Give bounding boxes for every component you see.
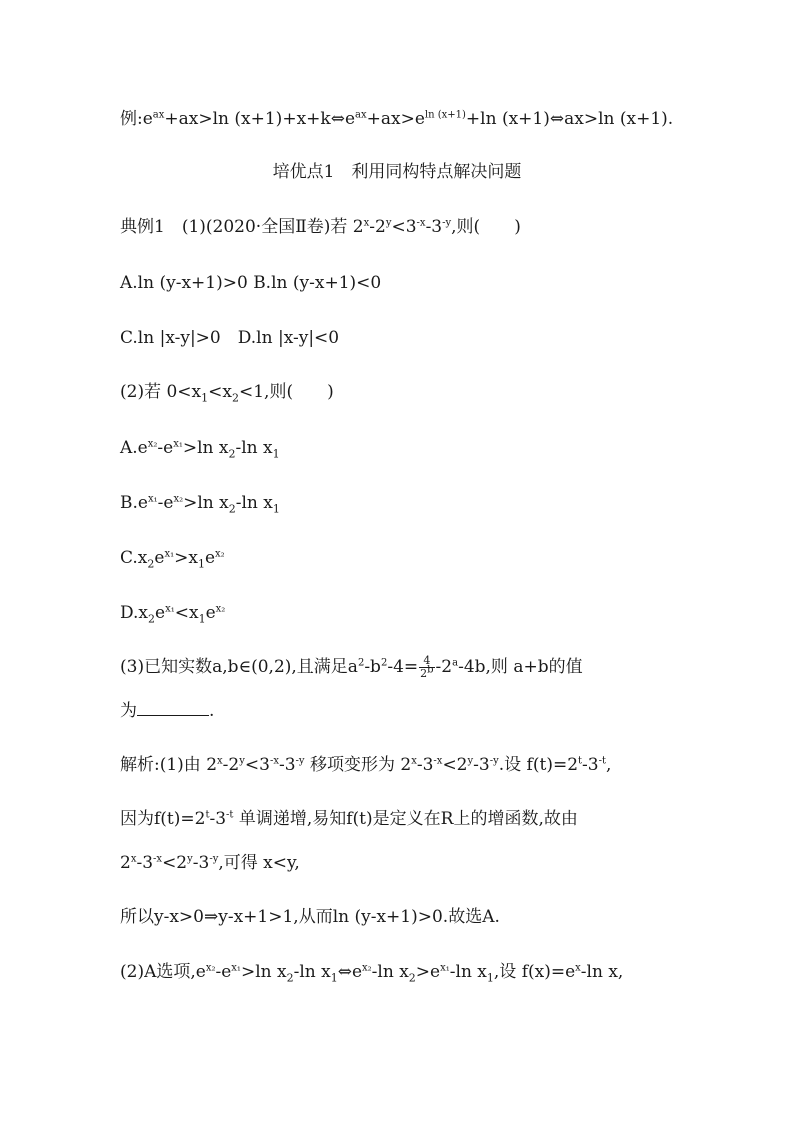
question-2-option-b [120, 492, 280, 514]
text-segment: -3 [416, 755, 434, 775]
superscript: x₂ [215, 603, 226, 615]
subscript: 1 [201, 391, 209, 405]
text-segment: . [209, 701, 215, 721]
text-segment: >ln x [240, 962, 287, 982]
denominator-base: 2 [420, 667, 428, 680]
text-segment: e [204, 548, 216, 568]
text-segment: <3 [244, 755, 270, 775]
text-segment: -ln x [449, 962, 487, 982]
question-2-option-a [120, 437, 280, 459]
superscript: -x [153, 853, 163, 865]
text-segment: (2)A选项,e [120, 962, 206, 982]
text-segment: -3 [209, 809, 227, 829]
text-segment: -3 [278, 755, 296, 775]
question-3-stem [120, 655, 583, 680]
superscript: 2 [380, 657, 388, 669]
text-segment: 移项变形为 2 [304, 755, 412, 775]
subscript: 2 [228, 502, 236, 516]
text-segment: (3)已知实数a,b∈(0,2),且满足a [120, 657, 358, 677]
section-heading: 培优点1 利用同构特点解决问题 [272, 162, 522, 182]
text-segment: .设 f(t)=2 [498, 755, 579, 775]
superscript: ln (x+1) [424, 109, 466, 121]
superscript: y [187, 853, 193, 865]
superscript: y [239, 755, 245, 767]
text-segment: -ln x [235, 438, 273, 458]
text-segment: e [155, 603, 166, 623]
text-segment: ,则( ) [451, 217, 521, 237]
text-segment: >e [415, 962, 441, 982]
solution-line-5 [120, 961, 623, 983]
superscript: -t [598, 755, 607, 767]
solution-line-4: 所以y-x>0⇒y-x+1>1,从而ln (y-x+1)>0.故选A. [120, 907, 500, 927]
text-segment: -3 [136, 853, 154, 873]
subscript: 2 [231, 391, 239, 405]
superscript: x [130, 853, 137, 865]
subscript: 1 [198, 612, 206, 626]
superscript: x₂ [215, 548, 225, 560]
text-segment: D.x [120, 603, 149, 623]
text-segment: e [205, 603, 216, 623]
text-segment: e [154, 548, 165, 568]
fraction [419, 655, 434, 680]
text-segment: 单调递增,易知f(t)是定义在R上的增函数,故由 [233, 809, 578, 829]
fraction-denominator [419, 664, 434, 680]
superscript: x₂ [147, 438, 158, 450]
text-segment: -3 [192, 853, 210, 873]
superscript: -y [209, 853, 219, 865]
text-segment: >ln x [182, 438, 229, 458]
subscript: 2 [286, 971, 294, 985]
question-3-continuation [120, 699, 214, 722]
text-segment: B.e [120, 493, 148, 513]
superscript: a [452, 657, 459, 669]
question-2-option-d [120, 602, 225, 624]
question-2-stem [120, 381, 334, 403]
question-1-stem [120, 216, 521, 238]
superscript: x [575, 962, 581, 974]
text-segment: , [606, 755, 612, 775]
text-segment: -3 [425, 217, 443, 237]
text-segment: -e [157, 438, 174, 458]
superscript: x₁ [440, 962, 450, 974]
solution-line-2 [120, 808, 578, 830]
subscript: 1 [486, 971, 494, 985]
text-segment: 例:e [120, 109, 153, 129]
subscript: 2 [228, 447, 236, 461]
subscript: 2 [147, 557, 155, 571]
text-segment: <2 [442, 755, 468, 775]
superscript: x [411, 755, 417, 767]
question-1-options-ab: A.ln (y-x+1)>0 B.ln (y-x+1)<0 [120, 273, 382, 293]
subscript: 2 [148, 612, 156, 626]
text-segment: ⇔e [337, 962, 363, 982]
text-segment: ,可得 x<y, [218, 853, 300, 873]
superscript: x [217, 755, 223, 767]
subscript: 1 [272, 502, 280, 516]
text-segment: -ln x [293, 962, 331, 982]
solution-line-1 [120, 754, 611, 776]
text-segment: +ln (x+1)⇔ax>ln (x+1). [465, 109, 674, 129]
text-segment: (2)若 0<x [120, 382, 202, 402]
superscript: -t [226, 809, 234, 821]
text-segment: -ln x [235, 493, 273, 513]
superscript: ax [152, 109, 165, 121]
text-segment: -2 [435, 657, 453, 677]
text-segment: -b [364, 657, 381, 677]
superscript: x₁ [173, 438, 183, 450]
text-segment: >ln x [183, 493, 229, 513]
text-segment: -ln x [371, 962, 409, 982]
text-segment: -e [215, 962, 232, 982]
text-segment: <x [208, 382, 232, 402]
text-segment: -ln x, [580, 962, 624, 982]
text-segment: <2 [162, 853, 188, 873]
text-segment: 因为f(t)=2 [120, 809, 206, 829]
subscript: 1 [330, 971, 338, 985]
superscript: ax [355, 109, 367, 121]
superscript: x₁ [231, 962, 241, 974]
text-segment: 解析:(1)由 2 [120, 755, 218, 775]
example-line [120, 108, 673, 130]
superscript: x₂ [173, 493, 184, 505]
text-segment: 典例1 (1)(2020·全国Ⅱ卷)若 2 [120, 217, 364, 237]
subscript: 1 [197, 557, 205, 571]
text-segment: -3 [473, 755, 490, 775]
text-segment: -3 [582, 755, 599, 775]
fraction-numerator: 4 [419, 655, 434, 668]
text-segment: C.x [120, 548, 148, 568]
superscript: x₁ [164, 548, 175, 560]
text-segment: 为 [120, 701, 137, 721]
superscript: y [467, 755, 474, 767]
text-segment: ,设 f(x)=e [493, 962, 576, 982]
superscript: b [427, 664, 434, 676]
superscript: -x [269, 755, 279, 767]
text-segment: +ax>e [366, 109, 425, 129]
superscript: t [578, 755, 583, 767]
superscript: x₂ [362, 962, 372, 974]
text-segment: A.e [120, 438, 148, 458]
superscript: x₂ [205, 962, 216, 974]
superscript: y [385, 217, 392, 229]
answer-blank[interactable] [137, 699, 209, 716]
superscript: 2 [357, 657, 365, 669]
text-segment: +ax>ln (x+1)+x+k⇔e [164, 109, 356, 129]
superscript: -y [295, 755, 305, 767]
text-segment: <x [174, 603, 199, 623]
text-segment: <1,则( ) [238, 382, 334, 402]
question-2-option-c [120, 547, 225, 569]
superscript: -y [442, 217, 452, 229]
subscript: 2 [408, 971, 416, 985]
superscript: x [363, 217, 370, 229]
question-1-options-cd: C.ln |x-y|>0 D.ln |x-y|<0 [120, 328, 340, 348]
text-segment: <3 [391, 217, 417, 237]
superscript: x₁ [165, 603, 175, 615]
text-segment: -2 [369, 217, 386, 237]
text-segment: -e [157, 493, 174, 513]
superscript: -y [489, 755, 499, 767]
superscript: x₁ [147, 493, 158, 505]
superscript: -x [416, 217, 426, 229]
text-segment: -4b,则 a+b的值 [458, 657, 583, 677]
subscript: 1 [272, 447, 280, 461]
text-segment: 2 [120, 853, 131, 873]
solution-line-3 [120, 852, 300, 874]
superscript: -x [433, 755, 443, 767]
text-segment: >x [174, 548, 198, 568]
text-segment: -2 [222, 755, 240, 775]
text-segment: -4= [387, 657, 419, 677]
superscript: t [205, 809, 210, 821]
